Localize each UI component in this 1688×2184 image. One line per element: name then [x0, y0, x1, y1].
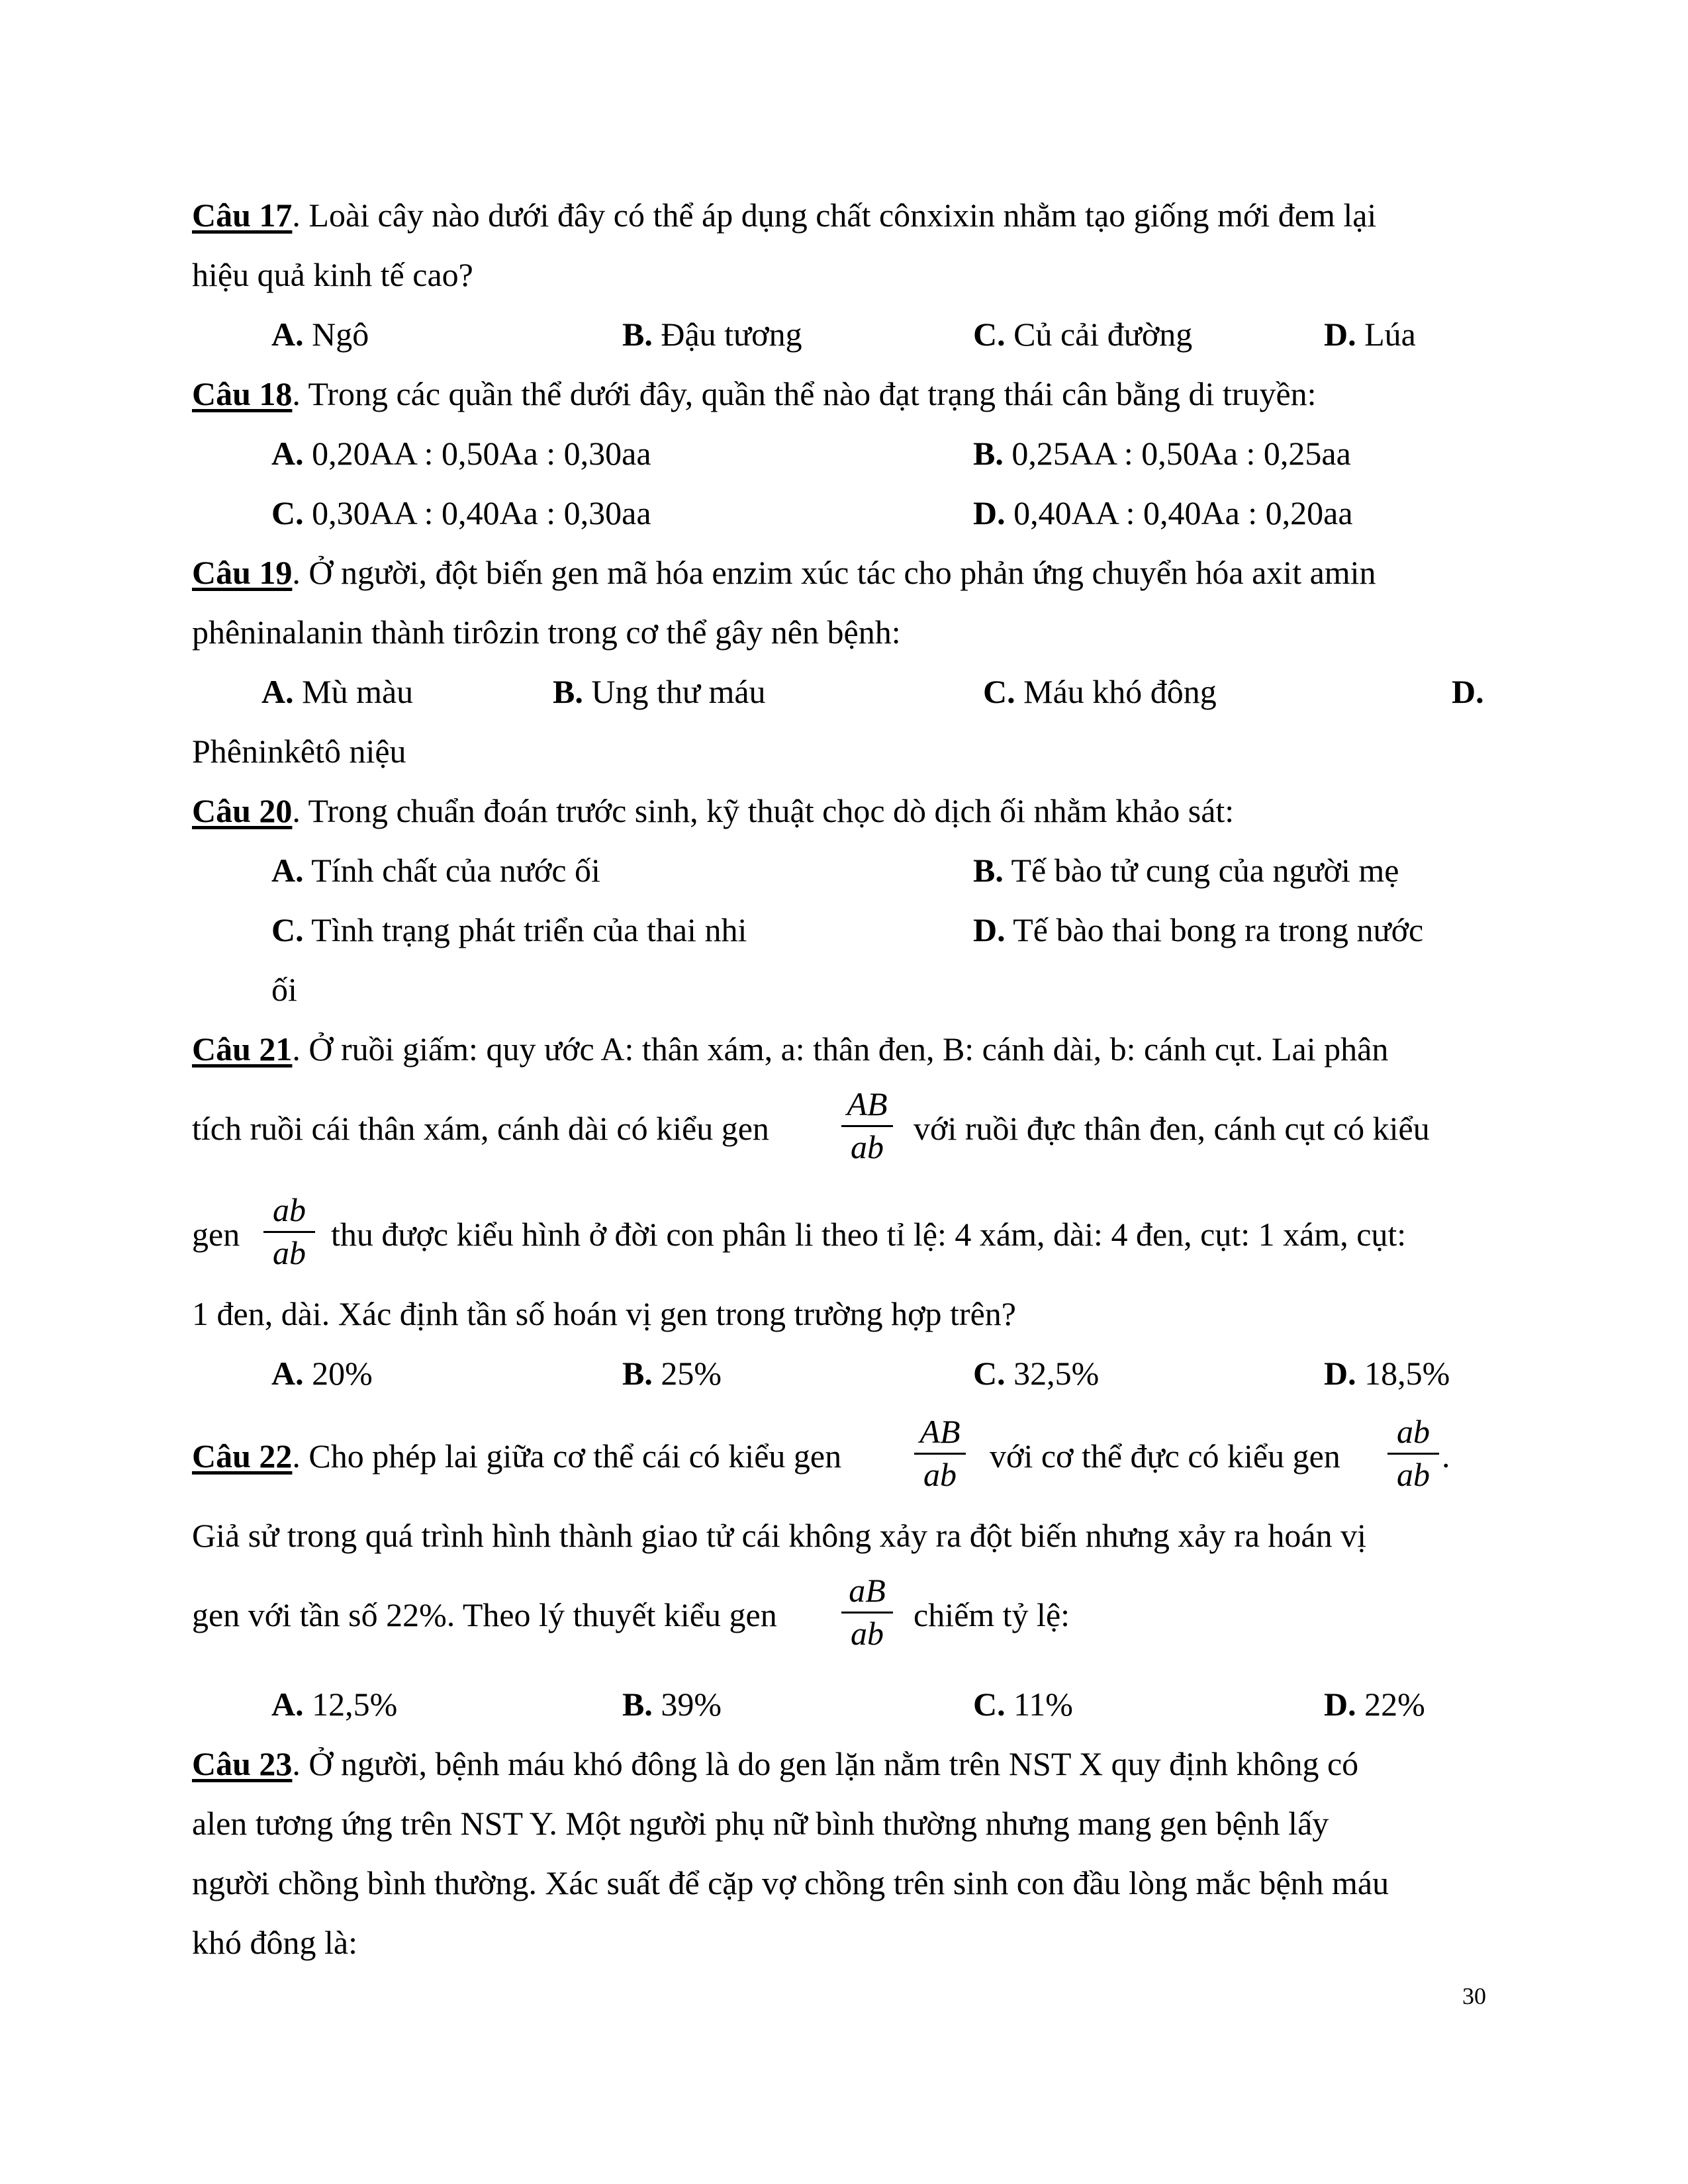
option-text: Phêninkêtô niệu — [192, 733, 406, 770]
option-label: B. — [553, 673, 583, 710]
q18-line-1 — [192, 374, 1317, 414]
q17-text-cont: hiệu quả kinh tế cao? — [192, 256, 473, 293]
q21-text-3b: thu được kiểu hình ở đời con phân li theo tỉ lệ: 4 xám, dài: 4 đen, cụt: 1 xám, cụt: — [331, 1216, 1407, 1253]
fraction-denominator: ab — [851, 1615, 884, 1652]
q20-option-c — [271, 910, 747, 950]
q22-text-1b: với cơ thể đực có kiểu gen — [990, 1437, 1340, 1475]
page-number: 30 — [1462, 1983, 1486, 2009]
q20-option-b — [973, 850, 1399, 890]
q22-text-2: Giả sử trong quá trình hình thành giao tử cái không xảy ra đột biến nhưng xảy ra hoán vị — [192, 1517, 1366, 1554]
genotype-fraction-AB-ab — [910, 1413, 970, 1493]
option-text: 0,30AA : 0,40Aa : 0,30aa — [303, 494, 651, 531]
option-text: 20% — [303, 1355, 373, 1392]
option-text: 12,5% — [303, 1686, 398, 1723]
option-text: Tình trạng phát triển của thai nhi — [303, 911, 747, 948]
q19-option-b — [553, 672, 766, 711]
q23-line-4 — [192, 1923, 357, 1962]
option-text: Củ cải đường — [1005, 316, 1193, 353]
option-label: B. — [973, 435, 1004, 472]
q21-text-3a: gen — [192, 1216, 240, 1253]
q18-option-b — [973, 433, 1351, 473]
option-label: C. — [271, 911, 304, 948]
q22-line-1c — [1442, 1436, 1450, 1476]
q18-option-c — [271, 493, 651, 533]
q19-line-2 — [192, 612, 901, 652]
option-text: Ung thư máu — [583, 673, 766, 710]
q21-line-4 — [192, 1294, 1016, 1334]
option-text: 0,20AA : 0,50Aa : 0,30aa — [303, 435, 651, 472]
q22-line-3a — [192, 1595, 777, 1635]
fraction-numerator: ab — [1397, 1413, 1430, 1450]
q23-line-3 — [192, 1863, 1389, 1903]
q21-line-2b — [914, 1109, 1430, 1148]
option-label: B. — [622, 1686, 653, 1723]
option-label: D. — [973, 911, 1006, 948]
q20-option-a — [271, 850, 600, 890]
q21-text-4: 1 đen, dài. Xác định tần số hoán vị gen trong trường hợp trên? — [192, 1295, 1016, 1332]
q20-line-1 — [192, 791, 1234, 831]
q22-text-1c: . — [1442, 1437, 1450, 1475]
q21-option-a — [271, 1353, 373, 1393]
q21-text: . Ở ruồi giấm: quy ước A: thân xám, a: thân đen, B: cánh dài, b: cánh cụt. Lai phân — [292, 1030, 1389, 1068]
option-text: 22% — [1356, 1686, 1425, 1723]
genotype-fraction-ab-ab — [1383, 1413, 1443, 1493]
option-label: D. — [973, 494, 1006, 531]
option-label: A. — [271, 435, 304, 472]
q19-option-d-text — [192, 731, 406, 771]
q17-option-c — [973, 314, 1192, 354]
option-text: Tính chất của nước ối — [303, 852, 600, 889]
option-text: 0,25AA : 0,50Aa : 0,25aa — [1003, 435, 1351, 472]
q21-line-1 — [192, 1029, 1388, 1069]
option-label: A. — [271, 316, 304, 353]
q21-option-d — [1324, 1353, 1450, 1393]
q19-text-cont: phêninalanin thành tirôzin trong cơ thể gây nên bệnh: — [192, 614, 901, 651]
q21-option-c — [973, 1353, 1099, 1393]
option-label: C. — [973, 1355, 1006, 1392]
q17-line-1 — [192, 195, 1376, 235]
q17-option-a — [271, 314, 369, 354]
q17-label: Câu 17 — [192, 197, 293, 234]
q22-option-a — [271, 1684, 397, 1724]
q22-option-d — [1324, 1684, 1425, 1724]
q22-line-2 — [192, 1516, 1366, 1555]
q21-line-3a — [192, 1214, 240, 1254]
q17-line-2 — [192, 255, 473, 295]
option-text-cont: ối — [271, 971, 297, 1008]
q18-label: Câu 18 — [192, 375, 293, 412]
genotype-fraction-aB-ab — [837, 1572, 897, 1652]
q17-option-b — [622, 314, 802, 354]
q19-option-a — [261, 672, 413, 711]
q20-option-d — [973, 910, 1423, 950]
option-label: C. — [271, 494, 304, 531]
fraction-denominator: ab — [1397, 1456, 1430, 1493]
q22-line-1a — [192, 1436, 841, 1476]
q22-text-3a: gen với tần số 22%. Theo lý thuyết kiểu gen — [192, 1596, 777, 1633]
option-label: C. — [983, 673, 1015, 710]
option-label: B. — [622, 1355, 653, 1392]
option-label: D. — [1324, 1686, 1356, 1723]
q18-option-a — [271, 433, 651, 473]
option-label: A. — [271, 1355, 304, 1392]
q23-text-4: khó đông là: — [192, 1924, 357, 1961]
q23-text: . Ở người, bệnh máu khó đông là do gen lặn nằm trên NST X quy định không có — [292, 1745, 1359, 1782]
q23-text-3: người chồng bình thường. Xác suất để cặp vợ chồng trên sinh con đầu lòng mắc bệnh máu — [192, 1864, 1389, 1901]
q23-label: Câu 23 — [192, 1745, 293, 1782]
q22-text-1a: . Cho phép lai giữa cơ thể cái có kiểu gen — [292, 1437, 842, 1475]
q22-option-c — [973, 1684, 1073, 1724]
q23-text-2: alen tương ứng trên NST Y. Một người phụ nữ bình thường nhưng mang gen bệnh lấy — [192, 1805, 1329, 1842]
option-text: 32,5% — [1005, 1355, 1100, 1392]
q19-text: . Ở người, đột biến gen mã hóa enzim xúc tác cho phản ứng chuyển hóa axit amin — [292, 554, 1376, 591]
q19-line-1 — [192, 553, 1376, 592]
option-text: Lúa — [1356, 316, 1416, 353]
fraction-numerator: ab — [273, 1191, 306, 1228]
option-label: D. — [1452, 673, 1484, 710]
option-text: 11% — [1005, 1686, 1073, 1723]
q21-option-b — [622, 1353, 722, 1393]
genotype-fraction-AB-ab — [837, 1085, 897, 1165]
option-text: Đậu tương — [652, 316, 802, 353]
option-label: A. — [271, 1686, 304, 1723]
genotype-fraction-ab-ab — [259, 1191, 319, 1271]
q21-text-2b: với ruồi đực thân đen, cánh cụt có kiểu — [914, 1110, 1430, 1147]
option-text: 39% — [652, 1686, 722, 1723]
q21-line-2a — [192, 1109, 769, 1148]
option-text: 25% — [652, 1355, 722, 1392]
fraction-numerator: AB — [847, 1085, 888, 1122]
option-label: B. — [622, 316, 653, 353]
option-text: Mù màu — [293, 673, 414, 710]
option-label: D. — [1324, 1355, 1356, 1392]
q21-label: Câu 21 — [192, 1030, 293, 1068]
option-text: 18,5% — [1356, 1355, 1450, 1392]
q22-line-1b — [990, 1436, 1340, 1476]
q22-text-3b: chiếm tỷ lệ: — [914, 1596, 1070, 1633]
option-text: Tế bào thai bong ra trong nước — [1005, 911, 1424, 948]
q22-label: Câu 22 — [192, 1437, 293, 1475]
q19-option-d-label — [1452, 672, 1484, 711]
q17-text: . Loài cây nào dưới đây có thể áp dụng chất cônxixin nhằm tạo giống mới đem lại — [292, 197, 1377, 234]
q20-text: . Trong chuẩn đoán trước sinh, kỹ thuật chọc dò dịch ối nhằm khảo sát: — [292, 792, 1235, 829]
q21-line-3b — [331, 1214, 1406, 1254]
option-label: C. — [973, 1686, 1006, 1723]
fraction-numerator: AB — [919, 1413, 961, 1450]
option-text: Tế bào tử cung của người mẹ — [1003, 852, 1399, 889]
q21-text-2a: tích ruồi cái thân xám, cánh dài có kiểu gen — [192, 1110, 769, 1147]
option-text: Máu khó đông — [1015, 673, 1217, 710]
fraction-denominator: ab — [273, 1234, 306, 1271]
q19-label: Câu 19 — [192, 554, 293, 591]
q22-option-b — [622, 1684, 722, 1724]
option-label: C. — [973, 316, 1006, 353]
fraction-denominator: ab — [851, 1128, 884, 1165]
option-label: A. — [261, 673, 294, 710]
option-label: D. — [1324, 316, 1356, 353]
q22-line-3b — [914, 1595, 1070, 1635]
q23-line-1 — [192, 1744, 1358, 1784]
option-text: Ngô — [303, 316, 369, 353]
option-label: A. — [271, 852, 304, 889]
fraction-denominator: ab — [923, 1456, 957, 1493]
q20-label: Câu 20 — [192, 792, 293, 829]
option-text: 0,40AA : 0,40Aa : 0,20aa — [1005, 494, 1353, 531]
q17-option-d — [1324, 314, 1416, 354]
q18-text: . Trong các quần thể dưới đây, quần thể nào đạt trạng thái cân bằng di truyền: — [292, 375, 1317, 412]
q18-option-d — [973, 493, 1353, 533]
q20-option-d-cont — [271, 970, 297, 1009]
q23-line-2 — [192, 1803, 1329, 1843]
fraction-numerator: aB — [849, 1572, 886, 1609]
option-label: B. — [973, 852, 1004, 889]
q19-option-c — [983, 672, 1217, 711]
